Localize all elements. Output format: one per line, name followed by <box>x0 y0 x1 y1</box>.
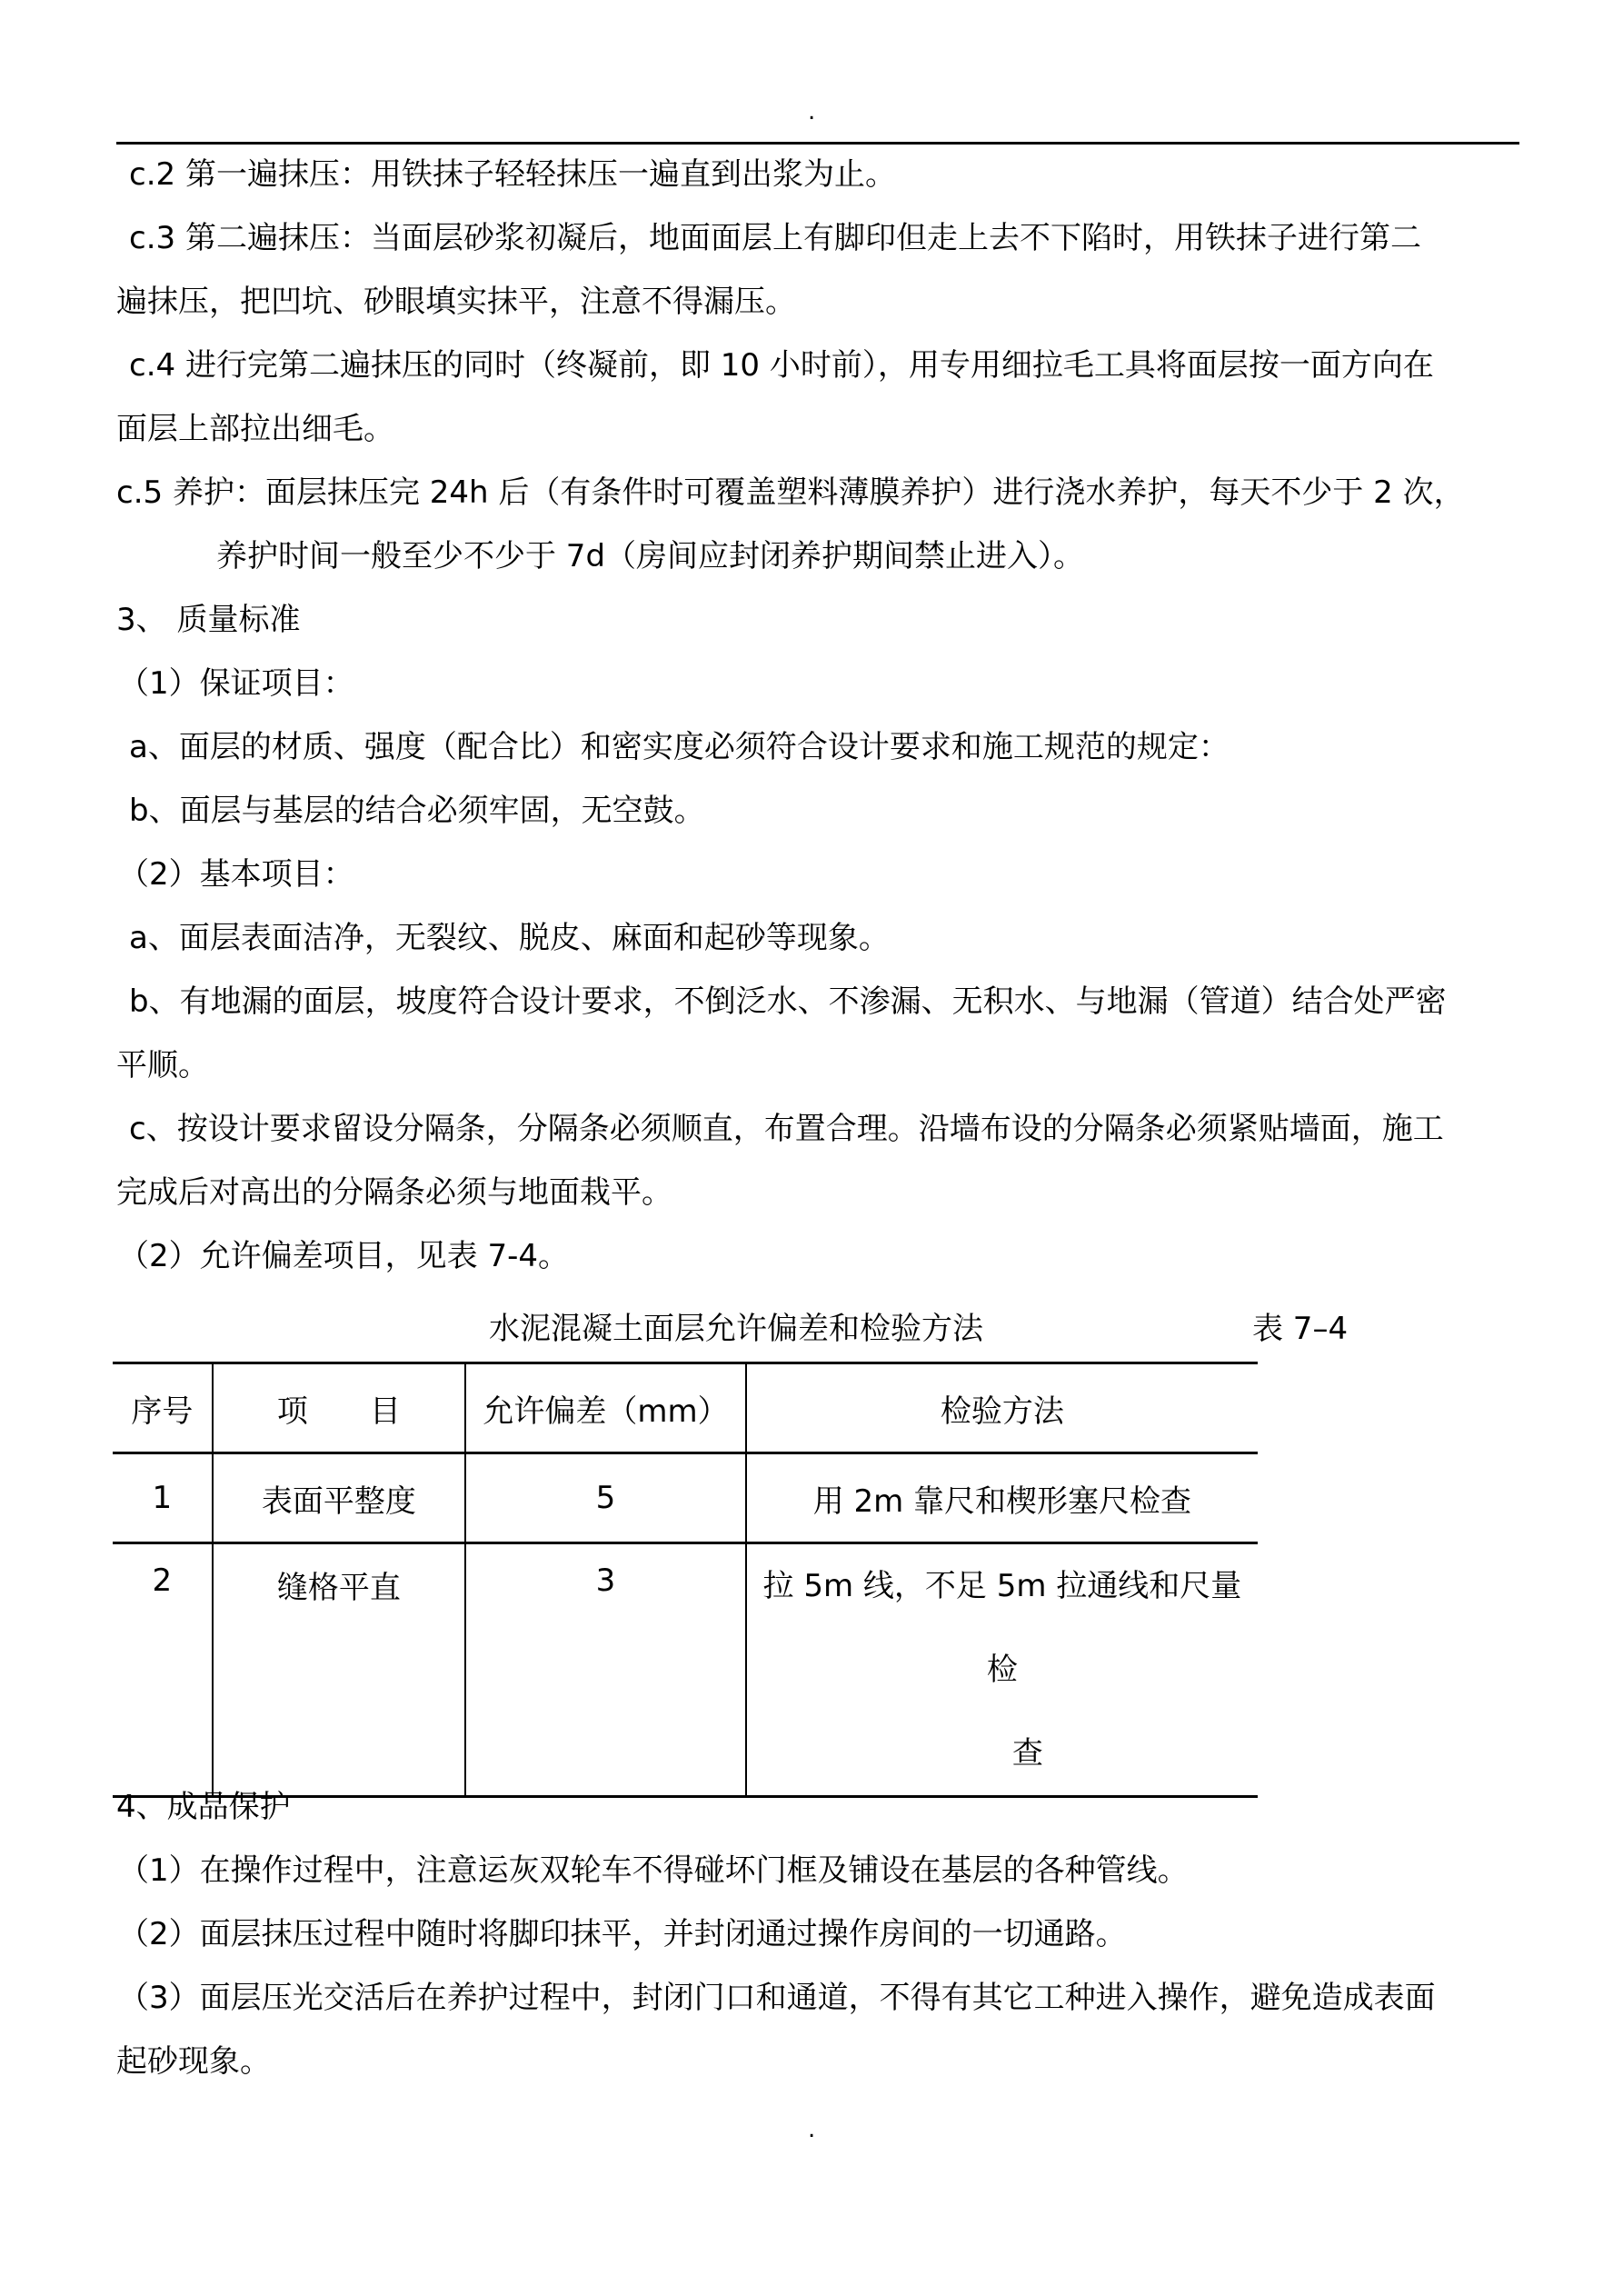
section-3-line-8: c、按设计要求留设分隔条，分隔条必须顺直，布置合理。沿墙布设的分隔条必须紧贴墙面，施工 <box>129 1111 1444 1147</box>
deviation-table <box>113 1362 1258 1798</box>
table-row <box>113 1453 1258 1543</box>
text-line-c2: c.2 第一遍抹压：用铁抹子轻轻抹压一遍直到出浆为止。 <box>129 156 896 193</box>
header-rule <box>116 142 1519 145</box>
cell-deviation: 3 <box>465 1543 746 1797</box>
section-3-line-1: （1）保证项目： <box>118 665 354 702</box>
table-row <box>113 1543 1258 1797</box>
text-line-c5-cont: 养护时间一般至少不少于 7d（房间应封闭养护期间禁止进入）。 <box>216 538 1085 574</box>
section-3-line-7: 平顺。 <box>116 1047 209 1083</box>
text-line-c4-cont: 面层上部拉出细毛。 <box>116 411 394 447</box>
section-3-heading: 3、 质量标准 <box>116 602 301 638</box>
header-no: 序号 <box>113 1363 213 1453</box>
cell-deviation: 5 <box>465 1453 746 1543</box>
header-dot: . <box>808 98 816 125</box>
section-4-line-1: （1）在操作过程中，注意运灰双轮车不得碰坏门框及铺设在基层的各种管线。 <box>118 1852 1189 1889</box>
section-3-line-3: b、面层与基层的结合必须牢固，无空鼓。 <box>129 793 705 829</box>
section-3-line-2: a、面层的材质、强度（配合比）和密实度必须符合设计要求和施工规范的规定： <box>129 729 1230 765</box>
cell-method-line-2: 查 <box>1011 1735 1043 1772</box>
table-header-row <box>113 1363 1258 1453</box>
cell-method <box>746 1543 1258 1797</box>
header-deviation: 允许偏差（mm） <box>465 1363 746 1453</box>
cell-method-line-1: 拉 5m 线，不足 5m 拉通线和尺量检 <box>762 1568 1242 1688</box>
cell-item: 缝格平直 <box>213 1543 466 1797</box>
text-line-c5: c.5 养护：面层抹压完 24h 后（有条件时可覆盖塑料薄膜养护）进行浇水养护，每天不少于 2 次， <box>116 474 1465 511</box>
section-3-line-4: （2）基本项目： <box>118 856 354 893</box>
section-4-line-3: （3）面层压光交活后在养护过程中，封闭门口和通道，不得有其它工种进入操作，避免造成表面 <box>118 1980 1436 2016</box>
table-title: 水泥混凝土面层允许偏差和检验方法 <box>489 1311 983 1347</box>
table-number: 表 7–4 <box>1252 1311 1349 1347</box>
footer-dot: . <box>808 2116 816 2143</box>
cell-no: 2 <box>113 1543 213 1797</box>
text-line-c3: c.3 第二遍抹压：当面层砂浆初凝后，地面面层上有脚印但走上去不下陷时，用铁抹子进行第二 <box>129 220 1421 256</box>
section-3-line-5: a、面层表面洁净，无裂纹、脱皮、麻面和起砂等现象。 <box>129 920 890 956</box>
header-item: 项 目 <box>213 1363 466 1453</box>
section-3-line-9: 完成后对高出的分隔条必须与地面栽平。 <box>116 1174 672 1211</box>
cell-item: 表面平整度 <box>213 1453 466 1543</box>
header-method: 检验方法 <box>746 1363 1258 1453</box>
section-4-line-4: 起砂现象。 <box>116 2043 271 2080</box>
text-line-c3-cont: 遍抹压，把凹坑、砂眼填实抹平，注意不得漏压。 <box>116 284 796 320</box>
section-4-heading: 4、成品保护 <box>116 1789 291 1825</box>
cell-no: 1 <box>113 1453 213 1543</box>
cell-method: 用 2m 靠尺和楔形塞尺检查 <box>746 1453 1258 1543</box>
text-line-c4: c.4 进行完第二遍抹压的同时（终凝前，即 10 小时前），用专用细拉毛工具将面层按一面方向在 <box>129 347 1434 384</box>
section-4-line-2: （2）面层抹压过程中随时将脚印抹平，并封闭通过操作房间的一切通路。 <box>118 1916 1127 1952</box>
section-3-line-10: （2）允许偏差项目，见表 7-4。 <box>118 1238 569 1274</box>
section-3-line-6: b、有地漏的面层，坡度符合设计要求，不倒泛水、不渗漏、无积水、与地漏（管道）结合处严密 <box>129 983 1447 1020</box>
